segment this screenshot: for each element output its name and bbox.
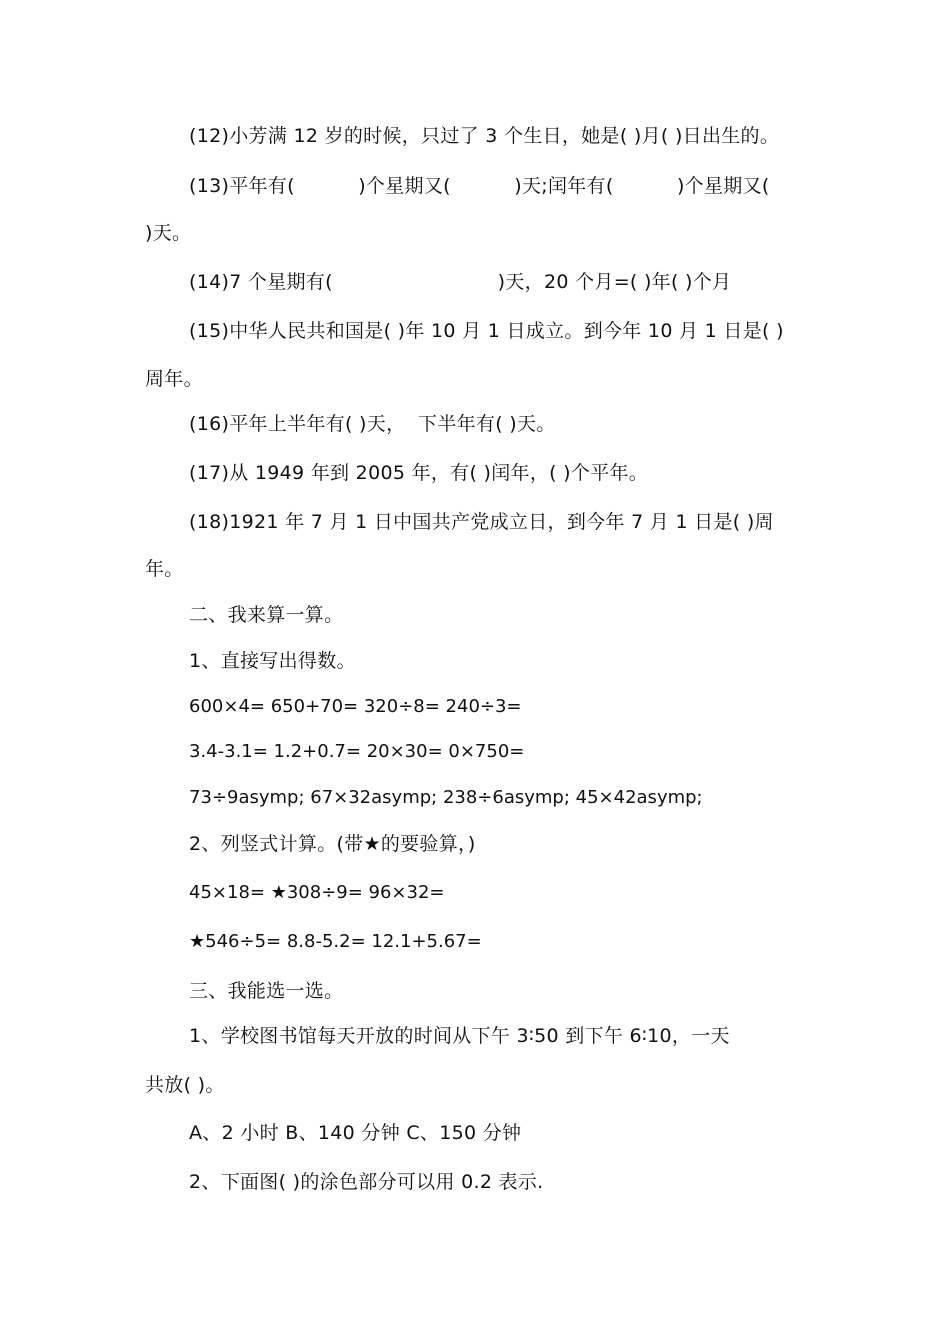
question-14: (14)7 个星期有( )天，20 个月=( )年( )个月 xyxy=(189,271,732,293)
question-18: (18)1921 年 7 月 1 日中国共产党成立日，到今年 7 月 1 日是( )周 xyxy=(189,511,774,533)
question-12: (12)小芳满 12 岁的时候，只过了 3 个生日，她是( )月( )日出生的。 xyxy=(189,125,780,147)
section-3-question-1: 1、学校图书馆每天开放的时间从下午 3∶50 到下午 6∶10，一天 xyxy=(189,1025,730,1047)
question-15: (15)中华人民共和国是( )年 10 月 1 日成立。到今年 10 月 1 日是( ) xyxy=(189,320,784,342)
question-18-continued: 年。 xyxy=(145,558,184,580)
section-3-question-1-options: A、2 小时 B、140 分钟 C、150 分钟 xyxy=(189,1122,522,1144)
equation-row-1: 600×4= 650+70= 320÷8= 240÷3= xyxy=(189,696,522,717)
question-15-continued: 周年。 xyxy=(145,368,203,390)
section-2-question-2: 2、列竖式计算。(带★的要验算，) xyxy=(189,833,476,855)
equation-row-5: ★546÷5= 8.8-5.2= 12.1+5.67= xyxy=(189,931,482,952)
question-13-continued: )天。 xyxy=(145,222,192,244)
question-13: (13)平年有( )个星期又( )天;闰年有( )个星期又( xyxy=(189,175,770,197)
section-2-question-1: 1、直接写出得数。 xyxy=(189,650,356,672)
section-3-question-1-continued: 共放( )。 xyxy=(145,1074,225,1096)
question-17: (17)从 1949 年到 2005 年，有( )闰年，( )个平年。 xyxy=(189,462,649,484)
question-16: (16)平年上半年有( )天， 下半年有( )天。 xyxy=(189,413,556,435)
section-2-heading: 二、我来算一算。 xyxy=(189,604,344,626)
equation-row-4: 45×18= ★308÷9= 96×32= xyxy=(189,882,445,903)
section-3-heading: 三、我能选一选。 xyxy=(189,980,344,1002)
section-3-question-2: 2、下面图( )的涂色部分可以用 0.2 表示. xyxy=(189,1171,544,1193)
equation-row-2: 3.4-3.1= 1.2+0.7= 20×30= 0×750= xyxy=(189,741,525,762)
equation-row-3: 73÷9asymp; 67×32asymp; 238÷6asymp; 45×42asymp; xyxy=(189,787,703,808)
